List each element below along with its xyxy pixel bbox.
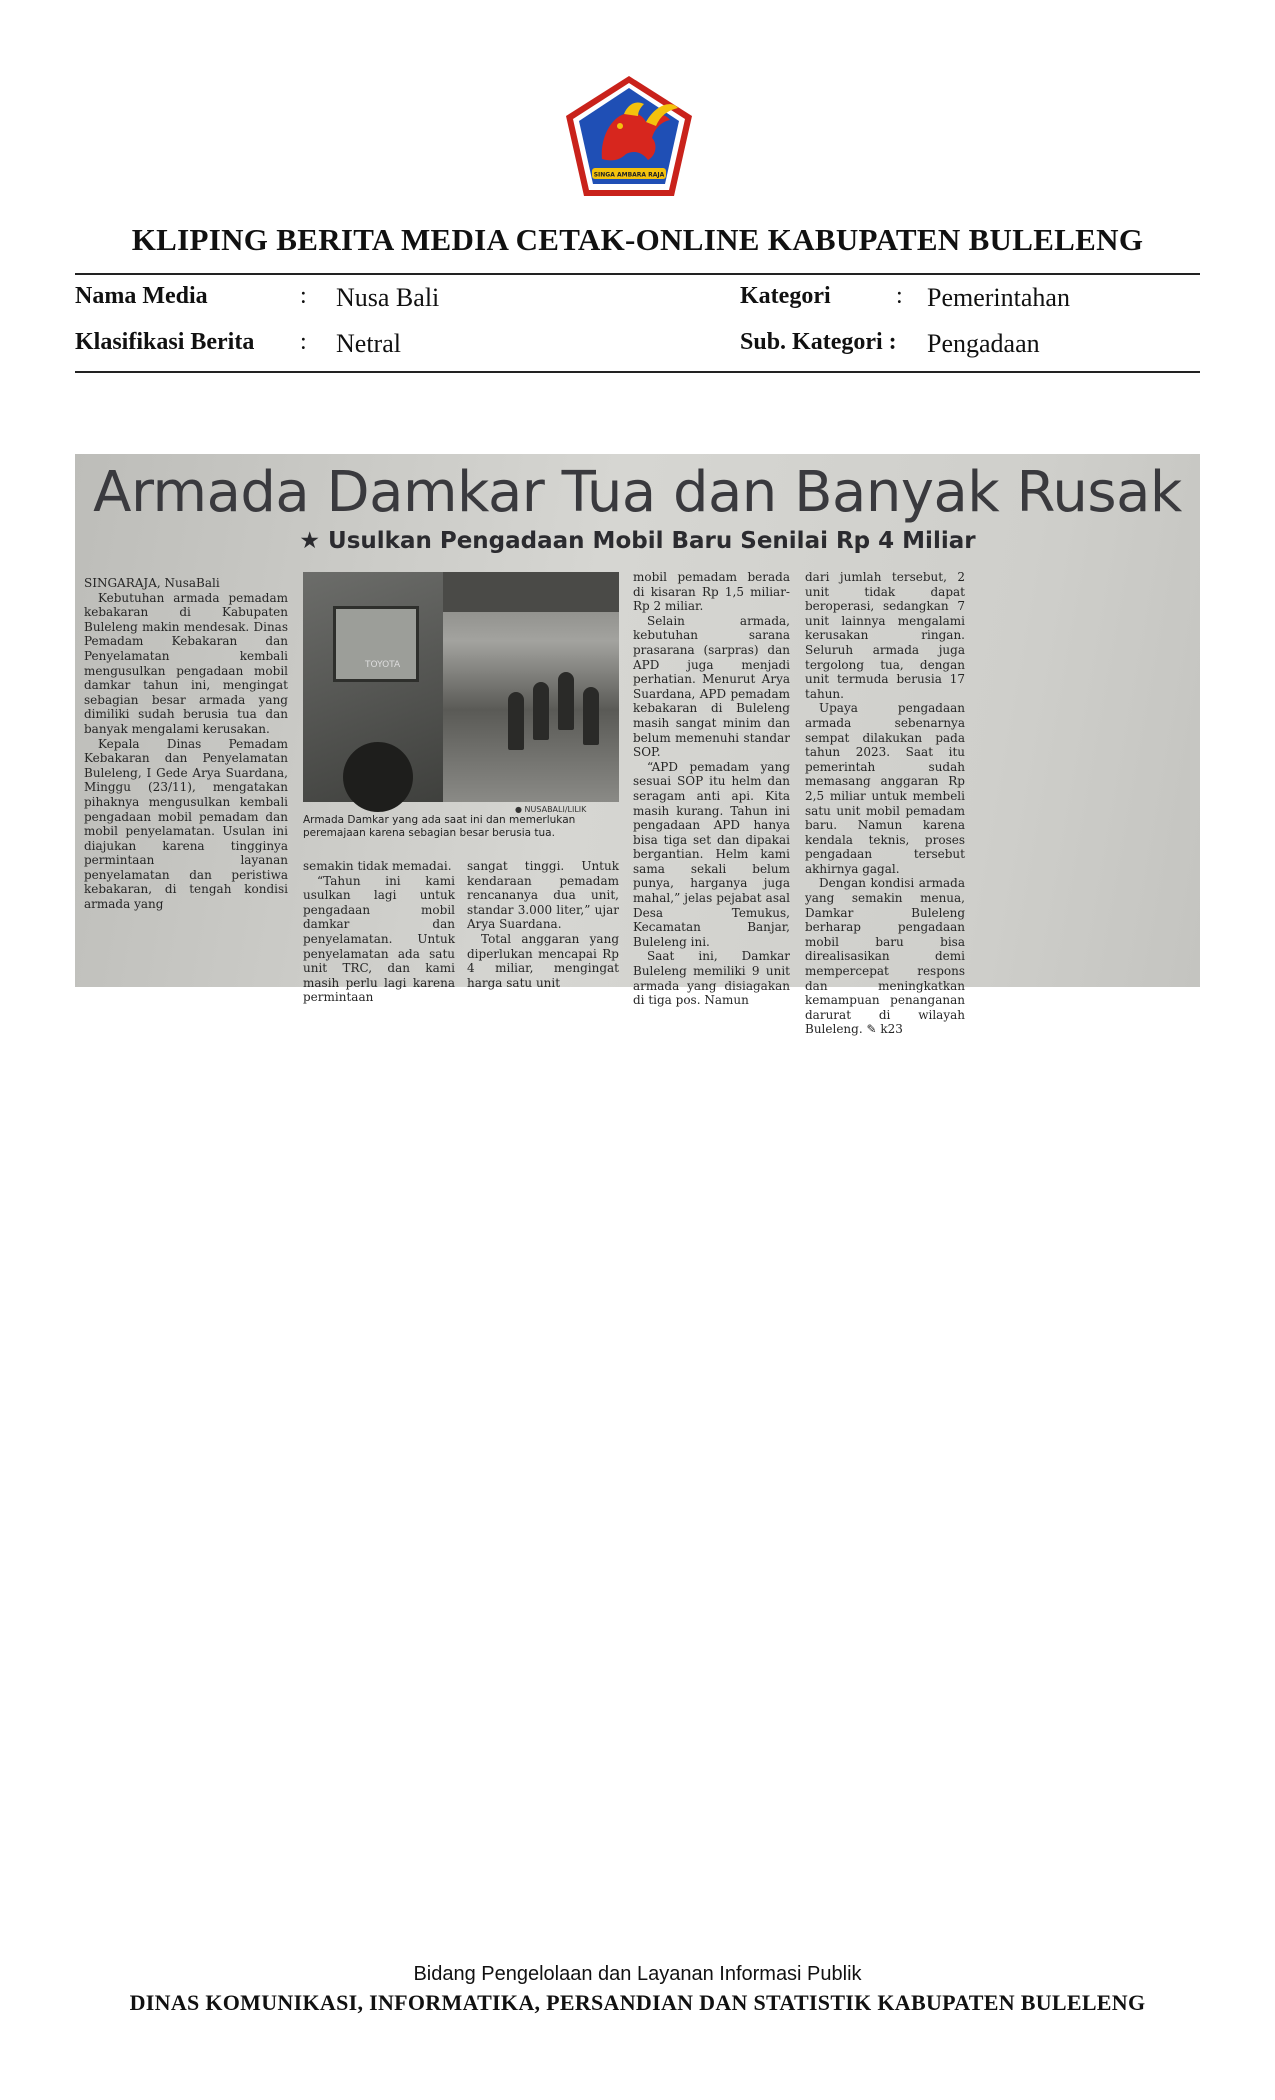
article-paragraph: Saat ini, Damkar Buleleng memiliki 9 unit armada yang disiagakan di tiga pos. Namun xyxy=(633,949,790,1008)
article-headline: Armada Damkar Tua dan Banyak Rusak xyxy=(93,460,1182,525)
media-colon: : xyxy=(300,283,307,309)
photo-roof xyxy=(443,572,619,612)
article-paragraph: Kebutuhan armada pemadam kebakaran di Kabupaten Buleleng makin mendesak. Dinas Pemadam Kebakaran dan Penyelamatan kembali mengusulkan pengadaan mobil damkar tahun ini, mengingat sebagian besar armada yang dimiliki sudah berusia tua dan banyak mengalami kerusakan. xyxy=(84,590,288,736)
crest-motto: SINGA AMBARA RAJA xyxy=(593,171,665,179)
page-title: KLIPING BERITA MEDIA CETAK-ONLINE KABUPATEN BULELENG xyxy=(131,222,1144,257)
kategori-colon: : xyxy=(896,283,903,309)
photo-person xyxy=(558,672,574,730)
header-divider-bottom xyxy=(75,371,1200,373)
article-paragraph: Dengan kondisi armada yang semakin menua, Damkar Buleleng berharap pengadaan mobil baru bisa direalisasikan demi mempercepat respons dan meningkatkan kemampuan penanganan darurat di wilayah Buleleng. ✎ k23 xyxy=(805,876,965,1037)
subkategori-label: Sub. Kategori : xyxy=(740,329,897,355)
footer-agency: DINAS KOMUNIKASI, INFORMATIKA, PERSANDIAN DAN STATISTIK KABUPATEN BULELENG xyxy=(129,1990,1146,2015)
article-column-3 xyxy=(467,859,619,990)
article-photo xyxy=(303,572,619,802)
klasifikasi-value: Netral xyxy=(336,329,401,358)
photo-person xyxy=(583,687,599,745)
truck-badge: TOYOTA xyxy=(365,660,401,670)
article-paragraph: “APD pemadam yang sesuai SOP itu helm dan seragam anti api. Kita masih kurang. Tahun ini pengadaan APD hanya bisa tiga set dan dipakai bergantian. Helm kami sama sekali belum punya, harganya juga mahal,” jelas pejabat asal Desa Temukus, Kecamatan Banjar, Buleleng ini. xyxy=(633,759,790,949)
article-subheadline: ★ Usulkan Pengadaan Mobil Baru Senilai Rp 4 Miliar xyxy=(299,528,976,554)
subkategori-value: Pengadaan xyxy=(927,329,1040,358)
article-paragraph: dari jumlah tersebut, 2 unit tidak dapat beroperasi, sedangkan 7 unit lainnya mengalami kerusakan ringan. Seluruh armada juga tergolong tua, dengan unit termuda berusia 17 tahun. xyxy=(805,570,965,701)
article-column-5 xyxy=(805,570,965,1037)
article-paragraph: Total anggaran yang diperlukan mencapai Rp 4 miliar, mengingat harga satu unit xyxy=(467,931,619,990)
header-divider-top xyxy=(75,273,1200,275)
footer-department: Bidang Pengelolaan dan Layanan Informasi Publik xyxy=(413,1963,862,1985)
article-paragraph: semakin tidak memadai. xyxy=(303,859,452,873)
photo-truck-window xyxy=(333,606,419,682)
article-column-4 xyxy=(633,570,790,1008)
article-column-2 xyxy=(303,859,455,1005)
article-paragraph: sangat tinggi. Untuk kendaraan pemadam rencananya dua unit, standar 3.000 liter,” ujar Arya Suardana. xyxy=(467,859,619,932)
photo-caption: Armada Damkar yang ada saat ini dan memerlukan peremajaan karena sebagian besar berusia tua. xyxy=(303,814,576,839)
article-dateline: SINGARAJA, NusaBali xyxy=(84,576,220,590)
klasifikasi-label: Klasifikasi Berita xyxy=(75,329,255,355)
kategori-label: Kategori xyxy=(740,283,831,309)
article-column-1 xyxy=(84,576,288,912)
media-value: Nusa Bali xyxy=(336,283,440,312)
photo-truck-wheel xyxy=(343,742,413,812)
article-paragraph: Upaya pengadaan armada sebenarnya sempat dilakukan pada tahun 2023. Saat itu pemerintah sudah memasang anggaran Rp 2,5 miliar untuk membeli satu unit mobil pemadam baru. Namun karena kendala teknis, proses pengadaan tersebut akhirnya gagal. xyxy=(805,701,965,876)
photo-credit: ● NUSABALI/LILIK xyxy=(515,805,587,814)
article-paragraph: Selain armada, kebutuhan sarana prasarana (sarpras) dan APD juga menjadi perhatian. Menurut Arya Suardana, APD pemadam kebakaran di Buleleng masih sangat minim dan belum memenuhi standar SOP. xyxy=(633,613,790,760)
media-label: Nama Media xyxy=(75,283,208,309)
article-paragraph: “Tahun ini kami usulkan lagi untuk pengadaan mobil damkar dan penyelamatan. Untuk penyelamatan ada satu unit TRC, dan kami masih perlu lagi karena permintaan xyxy=(303,873,455,1005)
buleleng-crest-icon xyxy=(562,74,696,198)
photo-person xyxy=(508,692,524,750)
klasifikasi-colon: : xyxy=(300,329,307,355)
article-paragraph: mobil pemadam berada di kisaran Rp 1,5 miliar-Rp 2 miliar. xyxy=(633,570,790,614)
article-paragraph: Kepala Dinas Pemadam Kebakaran dan Penyelamatan Buleleng, I Gede Arya Suardana, Minggu (23/11), mengatakan pihaknya mengusulkan kembali pengadaan mobil pemadam dan mobil penyelamatan. Usulan ini diajukan karena tingginya permintaan layanan penyelamatan dan peristiwa kebakaran, di tengah kondisi armada yang xyxy=(84,736,288,912)
kategori-value: Pemerintahan xyxy=(927,283,1070,312)
news-clipping xyxy=(75,454,1200,1037)
photo-fire-truck xyxy=(303,572,443,802)
photo-person xyxy=(533,682,549,740)
